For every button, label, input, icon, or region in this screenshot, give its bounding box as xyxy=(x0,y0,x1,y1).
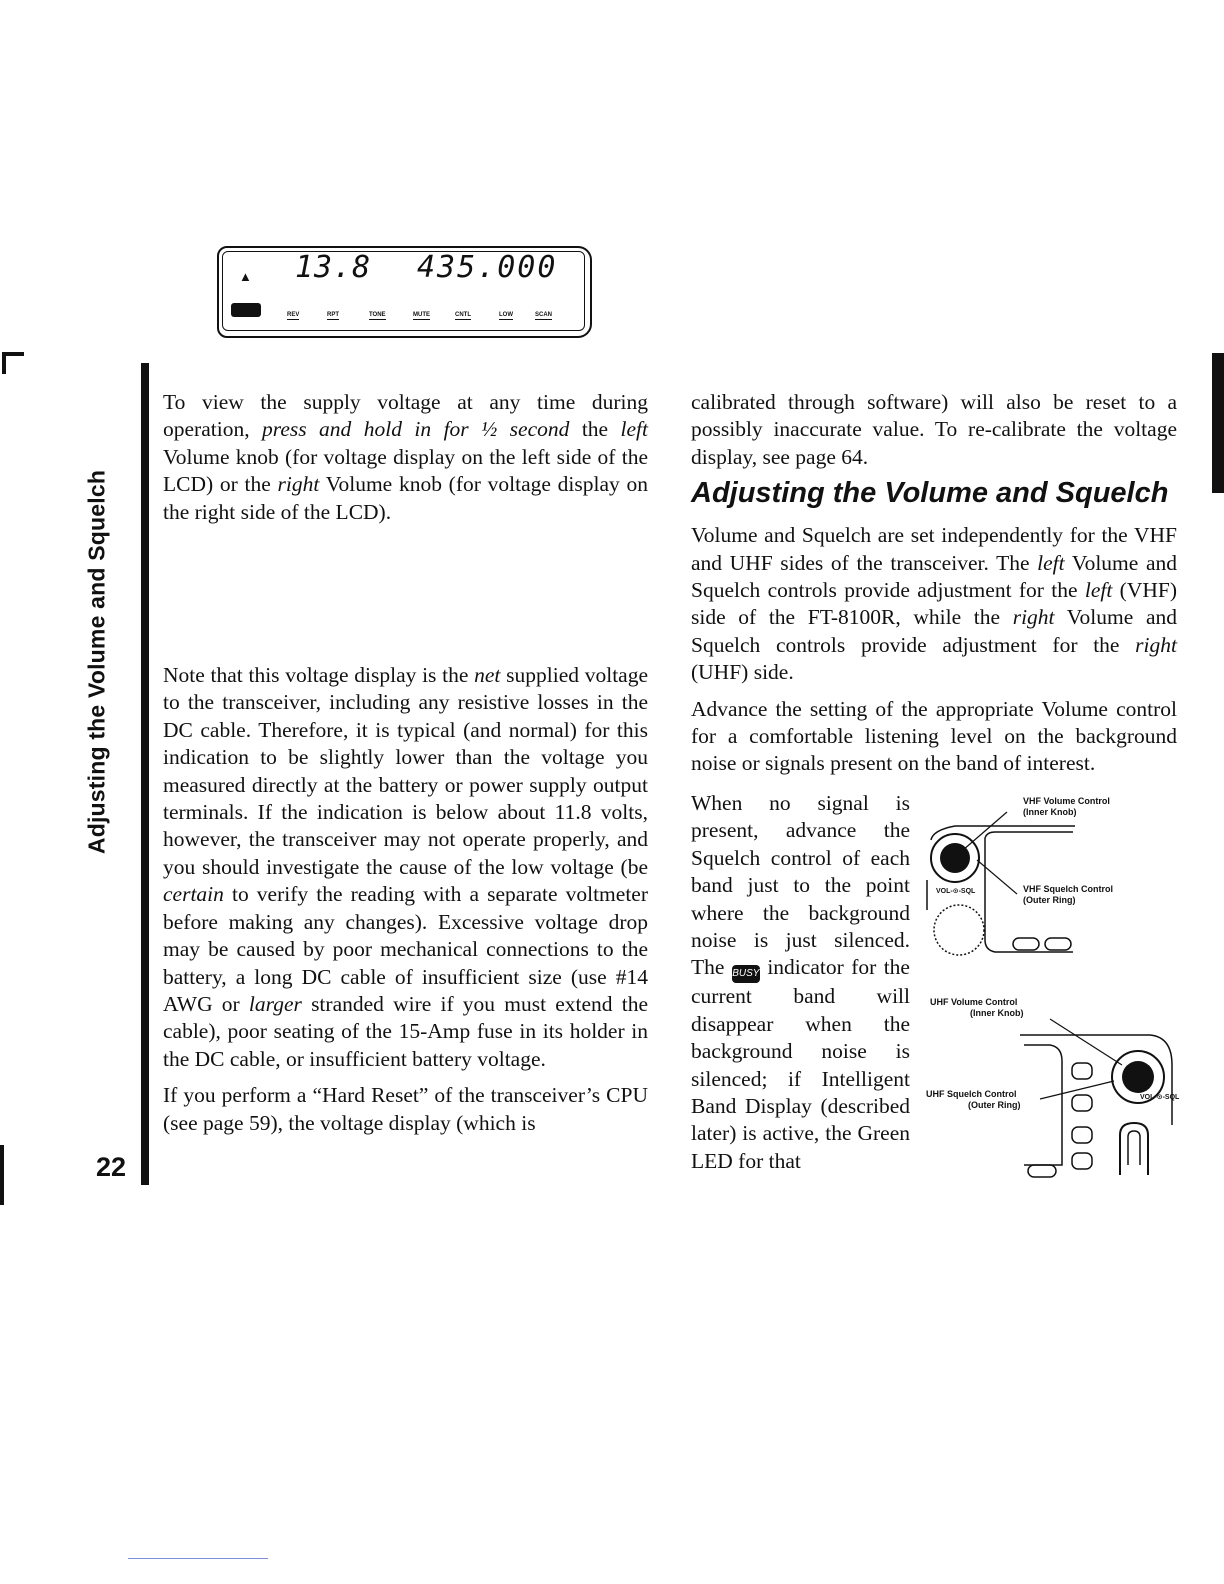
lcd-figure-spacer xyxy=(163,526,648,662)
lcd-flag-tone: TONE xyxy=(369,312,386,318)
vhf-knob-label: VOL-⊙-SQL xyxy=(936,888,976,895)
lcd-busy-icon xyxy=(231,303,261,317)
uhf-mic-plug-icon xyxy=(1128,1131,1140,1165)
lcd-flag-rev: REV xyxy=(287,312,300,318)
paragraph-net-voltage: Note that this voltage display is the net supplied voltage to the transceiver, including any resistive losses in the DC cable. Therefore, it is typical (and normal) for this indication to be slightly lower than the voltage you measured directly at the battery or power supply output terminals. If the indication is below about 11.8 volts, however, the transceiver may not operate properly, and you should investigate the cause of the low voltage (be certain to verify the reading with a separate voltmeter before making any changes). Excessive voltage drop may be caused by poor mechanical connections to the battery, a long DC cable of insufficient size (use #14 AWG or larger stranded wire if you must extend the cable), poor seating of the 15-Amp fuse in its holder in the DC cable, or insufficient battery voltage. xyxy=(163,663,649,1071)
vhf-button-icon xyxy=(1045,938,1071,950)
uhf-button-icon xyxy=(1072,1063,1092,1079)
busy-indicator-icon: BUSY xyxy=(732,965,760,983)
paragraph-voltage-view: To view the supply voltage at any time during operation, press and hold in for ½ second the left Volume knob (for voltage display on the left side of the LCD) or the right Volume knob (for voltage display on the right side of the LCD). xyxy=(163,390,648,524)
lcd-flag-low: LOW xyxy=(499,312,513,318)
uhf-knob-label: VOL-⊙-SQL xyxy=(1140,1094,1180,1101)
section-heading: Adjusting the Volume and Squelch xyxy=(691,477,1169,509)
lcd-signal-icon: ▲ xyxy=(239,269,252,284)
uhf-button-icon xyxy=(1072,1153,1092,1169)
lcd-voltage: 13.8 xyxy=(295,250,372,285)
vhf-button-icon xyxy=(1013,938,1039,950)
lcd-flag-cntl: CNTL xyxy=(455,312,471,318)
paragraph-calibration: calibrated through software) will also be reset to a possibly inaccurate value. To re-calibrate the voltage display, see page 64. xyxy=(691,390,1177,469)
uhf-button-icon xyxy=(1028,1165,1056,1177)
right-column xyxy=(691,389,1177,778)
uhf-squelch-callout: UHF Squelch Control (Outer Ring) xyxy=(926,1089,1021,1110)
uhf-button-icon xyxy=(1072,1095,1092,1111)
lcd-flag-mute: MUTE xyxy=(413,312,430,318)
paragraph-independent-controls: Volume and Squelch are set independently for the VHF and UHF sides of the transceiver. The left Volume and Squelch controls provide adjustment for the left (VHF) side of the FT-8100R, while the right Volume and Squelch controls provide adjustment for the right (UHF) side. xyxy=(691,523,1177,685)
left-column xyxy=(163,389,648,1137)
uhf-squelch-leader xyxy=(1040,1081,1114,1099)
page-number: 22 xyxy=(96,1152,127,1182)
scan-edge-right xyxy=(1212,353,1224,493)
vhf-squelch-callout: VHF Squelch Control (Outer Ring) xyxy=(1023,884,1113,905)
lcd-display-figure xyxy=(217,246,594,338)
vhf-lower-knob-icon xyxy=(934,905,984,955)
bottom-rule xyxy=(128,1558,268,1559)
uhf-button-icon xyxy=(1072,1127,1092,1143)
paragraph-advance-volume: Advance the setting of the appropriate Volume control for a comfortable listening level on the background noise or signals present on the band of interest. xyxy=(691,696,1177,776)
vhf-volume-callout: VHF Volume Control (Inner Knob) xyxy=(1023,796,1110,817)
uhf-lcd-frame xyxy=(1024,1045,1062,1165)
uhf-volume-callout: UHF Volume Control (Inner Knob) xyxy=(930,997,1024,1018)
lcd-flag-scan: SCAN xyxy=(535,312,553,318)
paragraph-hard-reset: If you perform a “Hard Reset” of the transceiver’s CPU (see page 59), the voltage display (which is xyxy=(163,1083,648,1135)
uhf-volume-leader xyxy=(1050,1019,1122,1065)
vhf-squelch-leader xyxy=(977,860,1017,894)
crop-mark xyxy=(2,352,24,374)
lcd-flag-rpt: RPT xyxy=(327,312,339,318)
vhf-panel-inner xyxy=(985,832,1073,838)
paragraph-squelch-setting: When no signal is present, advance the Squelch control of each band just to the point where the background noise is just silenced. The BUSY indicator for the current band will disappear when the background noise is silenced; if Intelligent Band Display (described later) is active, the Green LED for that xyxy=(691,791,910,1173)
side-tab-bar xyxy=(141,363,149,1185)
scan-edge-left xyxy=(0,1145,4,1205)
uhf-volume-knob-icon xyxy=(1122,1061,1154,1093)
side-tab-title-text: Adjusting the Volume and Squelch xyxy=(83,469,110,855)
lcd-frequency: 435.000 xyxy=(417,250,558,285)
vhf-panel-edge xyxy=(931,826,1075,840)
